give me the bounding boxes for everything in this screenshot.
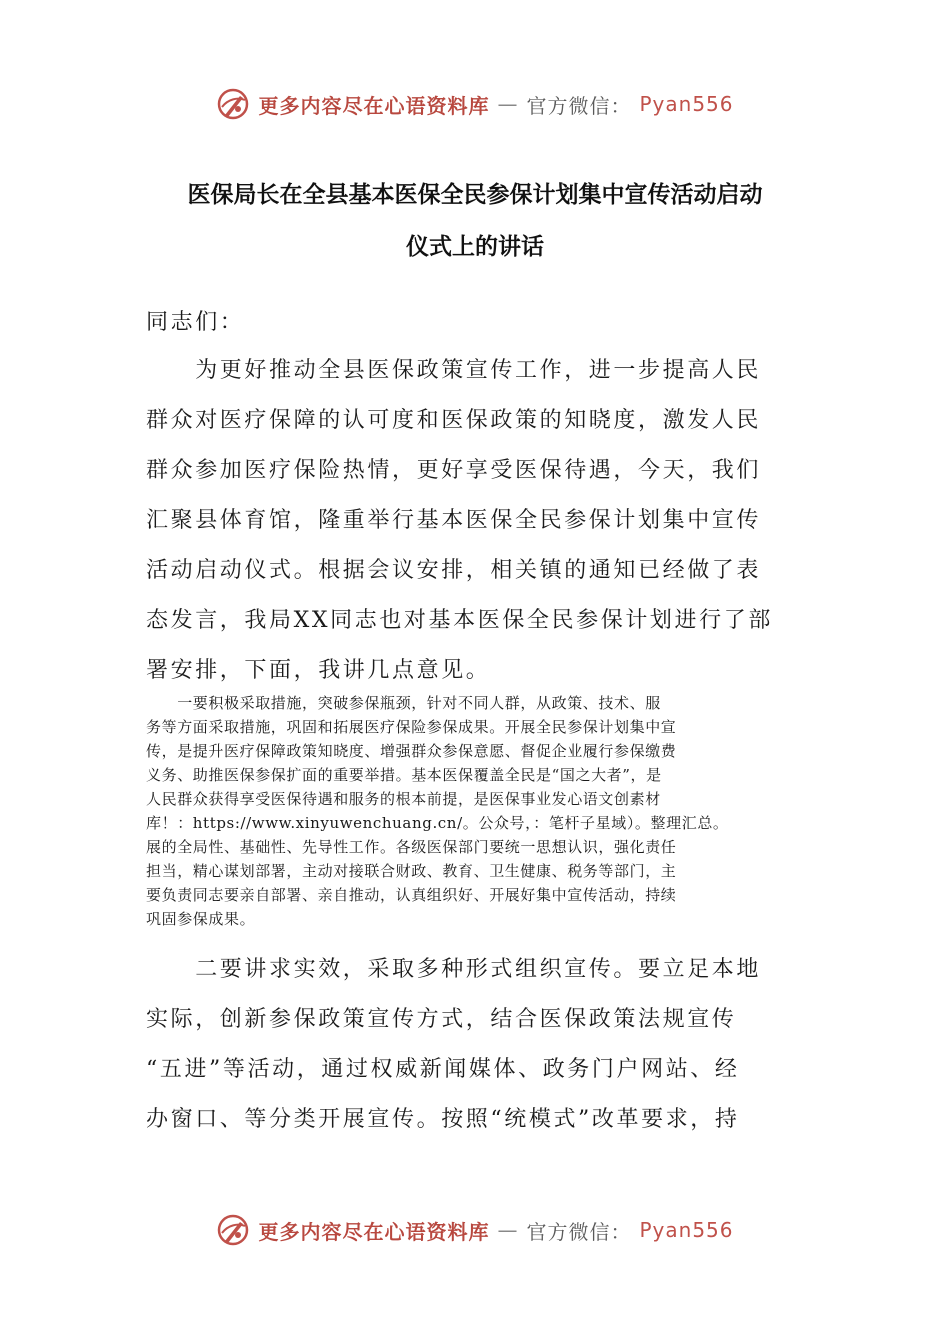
para1-line: 署安排，下面，我讲几点意见。 <box>146 658 491 683</box>
para3-line: 办窗口、等分类开展宣传。按照“统模式”改革要求，持 <box>146 1107 740 1132</box>
para3-line: 二要讲求实效，采取多种形式组织宣传。要立足本地 <box>146 957 762 982</box>
watermark-official-label: 官方微信： <box>526 93 632 118</box>
para1-line: 态发言，我局XX同志也对基本医保全民参保计划进行了部 <box>146 608 773 633</box>
watermark-separator: — <box>497 1218 519 1242</box>
watermark-official-label: 官方微信： <box>526 1219 632 1244</box>
para1-line: 群众参加医疗保险热情，更好享受医保待遇，今天，我们 <box>146 458 762 483</box>
watermark-brand: 更多内容尽在心语资料库 <box>258 93 490 118</box>
doc-title-line-1: 医保局长在全县基本医保全民参保计划集中宣传活动启动 <box>187 182 763 208</box>
greeting: 同志们： <box>146 310 245 335</box>
para2-line: 展的全局性、基础性、先导性工作。各级医保部门要统一思想认识，强化责任 <box>146 838 677 856</box>
watermark-banner-top <box>0 84 950 124</box>
watermark-wechat-id: Pyan556 <box>639 1218 734 1242</box>
watermark-banner-bottom <box>0 1210 950 1250</box>
para2-line: 人民群众获得享受医保待遇和服务的根本前提，是医保事业发心语文创素材 <box>146 790 661 808</box>
para2-line: 担当，精心谋划部署，主动对接联合财政、教育、卫生健康、税务等部门，主 <box>146 862 677 880</box>
doc-title-line-2: 仪式上的讲话 <box>406 234 544 260</box>
para2-line: 一要积极采取措施，突破参保瓶颈，针对不同人群，从政策、技术、服 <box>146 694 661 712</box>
watermark-separator: — <box>497 92 519 116</box>
watermark-brand: 更多内容尽在心语资料库 <box>258 1219 490 1244</box>
para2-line: 义务、助推医保参保扩面的重要举措。基本医保覆盖全民是“国之大者”，是 <box>146 766 662 784</box>
para1-line: 活动启动仪式。根据会议安排，相关镇的通知已经做了表 <box>146 558 762 583</box>
para1-line: 汇聚县体育馆，隆重举行基本医保全民参保计划集中宣传 <box>146 508 762 533</box>
para2-line: 传，是提升医疗保障政策知晓度、增强群众参保意愿、督促企业履行参保缴费 <box>146 742 677 760</box>
para3-line: “五进”等活动，通过权威新闻媒体、政务门户网站、经 <box>146 1057 740 1082</box>
para2-line: 库！：https://www.xinyuwenchuang.cn/。公众号，：笔杆子星域）。整理汇总。 <box>146 814 729 832</box>
pen-logo-icon <box>216 1213 250 1247</box>
para2-line: 要负责同志要亲自部署、亲自推动，认真组织好、开展好集中宣传活动，持续 <box>146 886 677 904</box>
para1-line: 群众对医疗保障的认可度和医保政策的知晓度，激发人民 <box>146 408 762 433</box>
para2-line: 巩固参保成果。 <box>146 910 256 928</box>
para3-line: 实际，创新参保政策宣传方式，结合医保政策法规宣传 <box>146 1007 737 1032</box>
para1-line: 为更好推动全县医保政策宣传工作，进一步提高人民 <box>146 358 762 383</box>
watermark-wechat-id: Pyan556 <box>639 92 734 116</box>
pen-logo-icon <box>216 87 250 121</box>
para2-line: 务等方面采取措施，巩固和拓展医疗保险参保成果。开展全民参保计划集中宣 <box>146 718 677 736</box>
